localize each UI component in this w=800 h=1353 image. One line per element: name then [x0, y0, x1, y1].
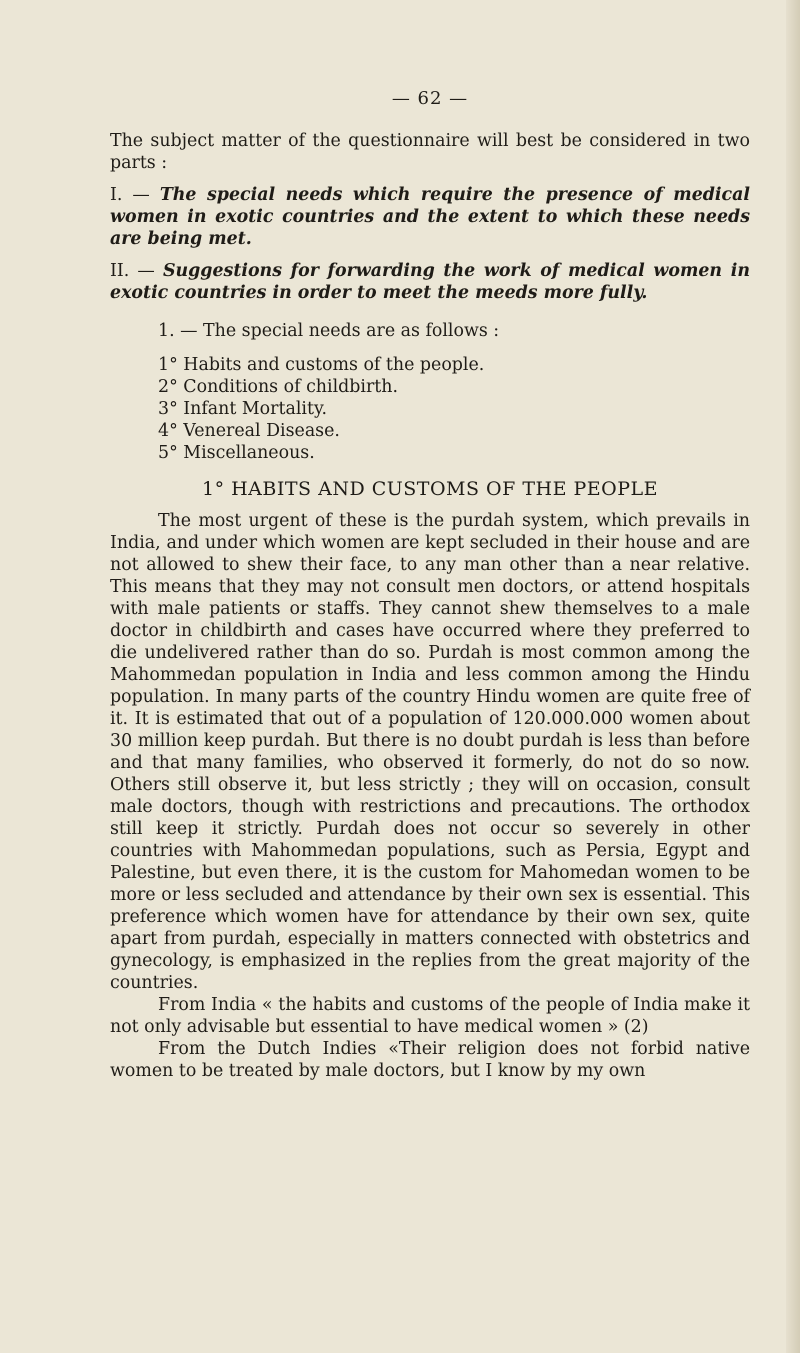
- list-item: 3° Infant Mortality.: [158, 399, 327, 419]
- list-item: 1° Habits and customs of the people.: [158, 355, 485, 375]
- part-two-numeral: II. —: [110, 261, 155, 281]
- needs-intro: 1. — The special needs are as follows :: [158, 321, 500, 341]
- part-two-text: Suggestions for forwarding the work of medical women in exotic countries in order to meet the meeds more fully.: [110, 261, 750, 303]
- part-one-text: The special needs which require the presence of medical women in exotic countries and the extent to which these needs are being met.: [110, 185, 750, 249]
- list-item: 5° Miscellaneous.: [158, 443, 315, 463]
- part-one-numeral: I. —: [110, 185, 150, 205]
- document-page: [110, 88, 750, 1082]
- section-heading: 1° HABITS AND CUSTOMS OF THE PEOPLE: [201, 478, 658, 500]
- list-item: 4° Venereal Disease.: [158, 421, 340, 441]
- page-edge: [786, 0, 800, 1353]
- body-paragraph: The most urgent of these is the purdah system, which prevails in India, and under which women are kept secluded in their house and are not allowed to shew their face, to any man other than a near relative. This means that they may not consult men doctors, or attend hospitals with male patients or staffs. They cannot shew themselves to a male doctor in childbirth and cases have occurred where they preferred to die undelivered rather than do so. Purdah is most common among the Mahommedan population in India and less common among the Hindu population. In many parts of the country Hindu women are quite free of it. It is estimated that out of a population of 120.000.000 women about 30 million keep purdah. But there is no doubt purdah is less than before and that many families, who observed it formerly, do not do so now. Others still observe it, but less strictly ; they will on occasion, consult male doctors, though with restrictions and precautions. The orthodox still keep it strictly. Purdah does not occur so severely in other countries with Mahommedan populations, such as Persia, Egypt and Palestine, but even there, it is the custom for Mahomedan women to be more or less secluded and attendance by their own sex is essential. This preference which women have for attendance by their own sex, quite apart from purdah, especially in matters connected with obstetrics and gynecology, is emphasized in the replies from the great majority of the countries.: [110, 511, 750, 993]
- part-two: [110, 260, 750, 304]
- page-number: — 62 —: [391, 88, 469, 109]
- list-item: 2° Conditions of childbirth.: [158, 377, 398, 397]
- body-paragraph: From India « the habits and customs of the people of India make it not only advisable but essential to have medical women » (2): [110, 995, 750, 1037]
- needs-list: [110, 354, 750, 464]
- body-paragraph: From the Dutch Indies «Their religion does not forbid native women to be treated by male doctors, but I know by my own: [110, 1039, 750, 1081]
- intro-paragraph: The subject matter of the questionnaire will best be considered in two parts :: [110, 131, 750, 173]
- part-one: [110, 184, 750, 250]
